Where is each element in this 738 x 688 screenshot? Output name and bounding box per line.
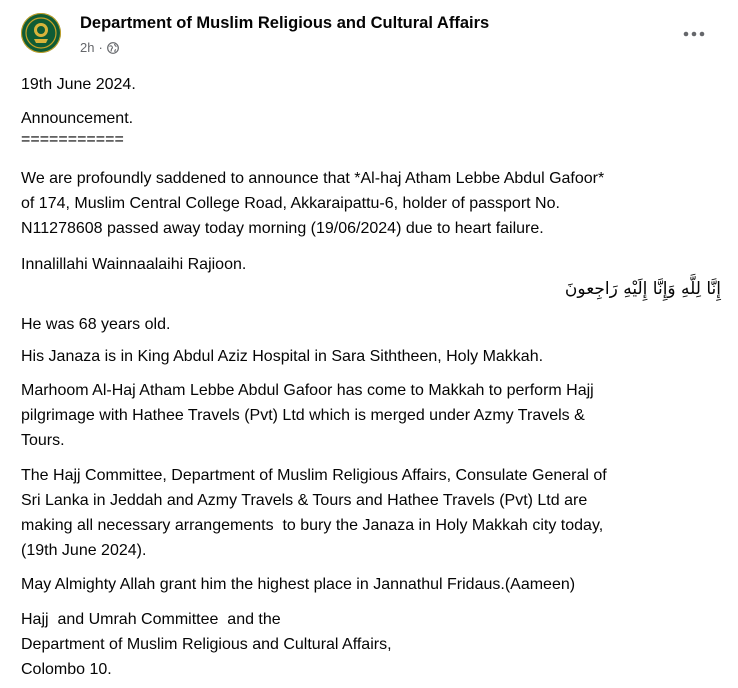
paragraph-2-line-1: Marhoom Al-Haj Atham Lebbe Abdul Gafoor has come to Makkah to perform Hajj (21, 382, 594, 399)
post-header (0, 0, 738, 70)
post-meta (80, 40, 119, 55)
page-avatar[interactable] (21, 13, 61, 53)
meta-separator: · (98, 40, 103, 55)
dua-latin: Innalillahi Wainnaalaihi Rajioon. (21, 256, 247, 273)
prayer-line: May Almighty Allah grant him the highest place in Jannathul Fridaus.(Aameen) (21, 576, 576, 593)
post-timestamp[interactable]: 2h (80, 40, 95, 55)
announcement-date: 19th June 2024. (21, 76, 136, 93)
signature-line-2: Department of Muslim Religious and Cultural Affairs, (21, 636, 392, 653)
dua-arabic: إِنَّا لِلَّهِ وَإِنَّا إِلَيْهِ رَاجِعونَ (564, 279, 721, 299)
paragraph-3-line-3: making all necessary arrangements to bury the Janaza in Holy Makkah city today, (21, 517, 604, 534)
announcement-heading: Announcement. (21, 110, 134, 127)
more-horizontal-icon (683, 31, 705, 37)
signature-line-1: Hajj and Umrah Committee and the (21, 611, 281, 628)
paragraph-1-line-2: of 174, Muslim Central College Road, Akkaraipattu-6, holder of passport No. (21, 195, 560, 212)
paragraph-2-line-2: pilgrimage with Hathee Travels (Pvt) Ltd which is merged under Azmy Travels & (21, 407, 585, 424)
department-emblem-logo (21, 13, 61, 53)
more-options-button[interactable] (676, 20, 712, 48)
janaza-location: His Janaza is in King Abdul Aziz Hospital in Sara Siththeen, Holy Makkah. (21, 348, 544, 365)
heading-rule: =========== (21, 131, 124, 148)
paragraph-3-line-4: (19th June 2024). (21, 542, 147, 559)
signature-line-3: Colombo 10. (21, 661, 112, 678)
paragraph-1-line-1: We are profoundly saddened to announce that *Al-haj Atham Lebbe Abdul Gafoor* (21, 170, 605, 187)
paragraph-1-line-3: N11278608 passed away today morning (19/06/2024) due to heart failure. (21, 220, 544, 237)
age-statement: He was 68 years old. (21, 316, 171, 333)
paragraph-2-line-3: Tours. (21, 432, 65, 449)
globe-icon[interactable] (107, 42, 119, 54)
paragraph-3-line-2: Sri Lanka in Jeddah and Azmy Travels & Tours and Hathee Travels (Pvt) Ltd are (21, 492, 588, 509)
page-name-link[interactable]: Department of Muslim Religious and Cultural Affairs (80, 14, 490, 32)
paragraph-3-line-1: The Hajj Committee, Department of Muslim Religious Affairs, Consulate General of (21, 467, 607, 484)
